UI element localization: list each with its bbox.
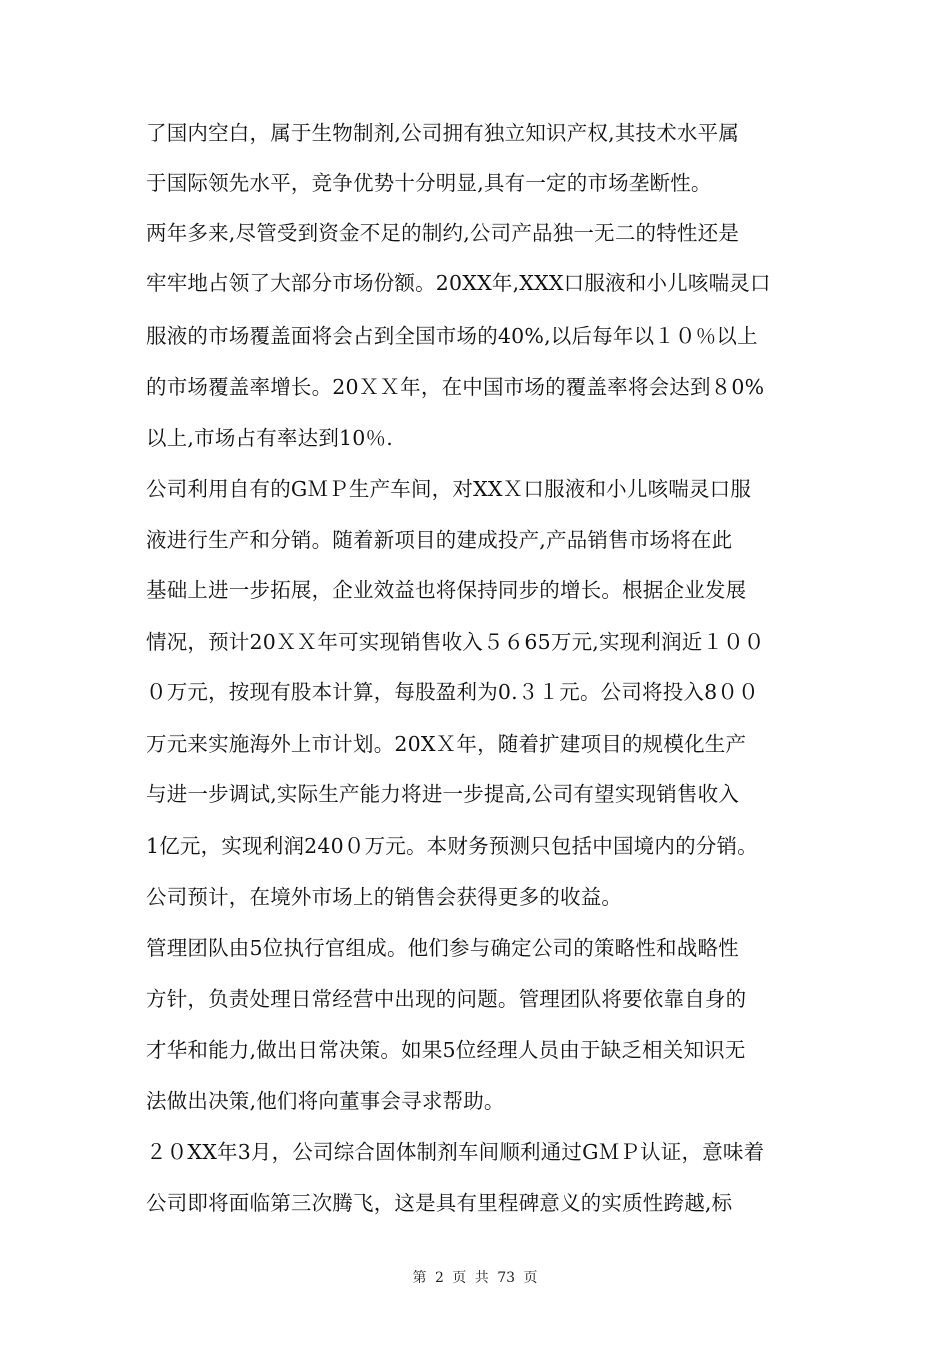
- text-line: 法做出决策,他们将向董事会寻求帮助。: [146, 1089, 505, 1113]
- text-line: ２０XX年3月，公司综合固体制剂车间顺利通过GＭＰ认证，意味着: [146, 1140, 765, 1164]
- text-line: 公司利用自有的GＭＰ生产车间，对XXＸ口服液和小儿咳喘灵口服: [146, 477, 752, 501]
- text-line: 公司即将面临第三次腾飞，这是具有里程碑意义的实质性跨越,标: [146, 1191, 733, 1215]
- text-line: 1亿元，实现利润240０万元。本财务预测只包括中国境内的分销。: [146, 834, 758, 858]
- text-line: 万元来实施海外上市计划。20XＸ年，随着扩建项目的规模化生产: [146, 732, 747, 756]
- text-line: 基础上进一步拓展，企业效益也将保持同步的增长。根据企业发展: [146, 578, 747, 602]
- text-line: 服液的市场覆盖面将会占到全国市场的40%,以后每年以１０％以上: [146, 324, 758, 348]
- text-line: 才华和能力,做出日常决策。如果5位经理人员由于缺乏相关知识无: [146, 1038, 746, 1062]
- text-line: 液进行生产和分销。随着新项目的建成投产,产品销售市场将在此: [146, 528, 733, 552]
- text-line: ０万元，按现有股本计算，每股盈利为0.３１元。公司将投入8００: [146, 680, 759, 704]
- text-line: 两年多来,尽管受到资金不足的制约,公司产品独一无二的特性还是: [146, 221, 740, 245]
- text-line: 于国际领先水平，竞争优势十分明显,具有一定的市场垄断性。: [146, 171, 712, 195]
- text-line: 与进一步调试,实际生产能力将进一步提高,公司有望实现销售收入: [146, 782, 740, 806]
- text-line: 管理团队由5位执行官组成。他们参与确定公司的策略性和战略性: [146, 936, 739, 960]
- text-line: 方针，负责处理日常经营中出现的问题。管理团队将要依靠自身的: [146, 987, 747, 1011]
- text-line: 的市场覆盖率增长。20ＸＸ年，在中国市场的覆盖率将会达到８0%: [146, 375, 765, 399]
- page-footer: 第 2 页 共 73 页: [412, 1270, 538, 1286]
- text-line: 以上,市场占有率达到10％.: [146, 426, 393, 450]
- text-line: 情况，预计20ＸＸ年可实现销售收入５６65万元,实现利润近１００: [146, 630, 765, 654]
- text-line: 牢牢地占领了大部分市场份额。20XX年,XXX口服液和小儿咳喘灵口: [146, 271, 771, 295]
- text-line: 公司预计，在境外市场上的销售会获得更多的收益。: [146, 885, 623, 909]
- text-line: 了国内空白，属于生物制剂,公司拥有独立知识产权,其技术水平属: [146, 121, 740, 145]
